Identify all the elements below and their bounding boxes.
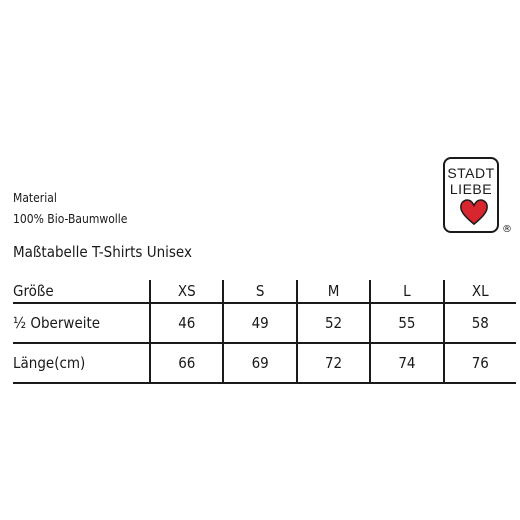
table-row: [13, 303, 516, 343]
table-cell: 72: [297, 343, 370, 383]
table-cell: 69: [223, 343, 296, 383]
table-cell: 66: [150, 343, 223, 383]
table-cell: 58: [444, 303, 516, 343]
table-header-row: [13, 280, 516, 303]
table-cell: 49: [223, 303, 296, 343]
row-label-laenge: Länge(cm): [13, 343, 150, 383]
material-value: 100% Bio-Baumwolle: [13, 212, 128, 226]
table-row: [13, 343, 516, 383]
size-header-m: M: [297, 280, 370, 303]
registered-mark: ®: [502, 224, 512, 235]
size-header-xl: XL: [444, 280, 516, 303]
size-header-l: L: [370, 280, 443, 303]
heart-icon: [459, 198, 489, 226]
table-title: Maßtabelle T-Shirts Unisex: [13, 243, 192, 261]
material-label: Material: [13, 191, 57, 205]
header-label-groesse: Größe: [13, 280, 150, 303]
brand-logo: [443, 157, 499, 233]
size-header-xs: XS: [150, 280, 223, 303]
table-cell: 46: [150, 303, 223, 343]
logo-text-liebe: LIEBE: [449, 181, 493, 197]
row-label-oberweite: ½ Oberweite: [13, 303, 150, 343]
table-cell: 52: [297, 303, 370, 343]
table-cell: 74: [370, 343, 443, 383]
size-header-s: S: [223, 280, 296, 303]
table-cell: 55: [370, 303, 443, 343]
table-cell: 76: [444, 343, 516, 383]
size-table: [13, 280, 516, 384]
logo-text-stadt: STADT: [447, 165, 495, 181]
